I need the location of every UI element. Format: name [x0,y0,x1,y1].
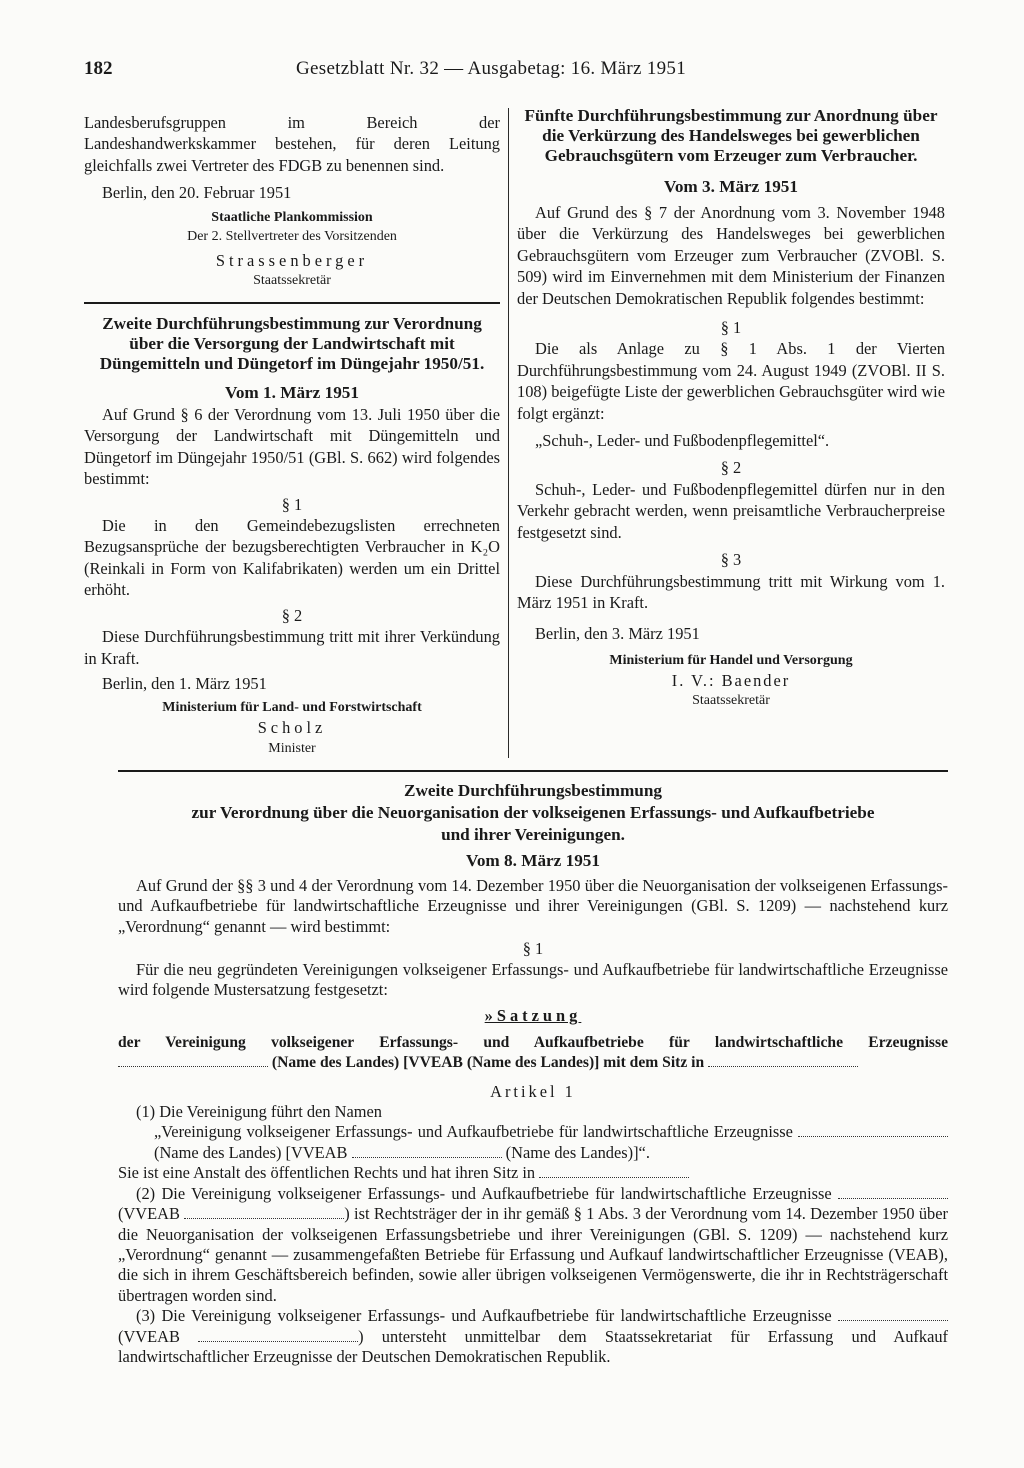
paragraph-1-quote: „Schuh-, Leder- und Fußbodenpflegemittel“. [535,431,830,451]
sentence-text: ) untersteht unmittelbar dem Staatssekretariat für Erfassung und Aufkauf landwirtschaftlicher Erzeugnisse der Deutschen Demokratischen Republik. [118,1326,948,1366]
article-1-para-1-quote [118,1122,948,1163]
satzung-line-2 [118,1053,948,1073]
signer-title: Minister [268,740,316,756]
intro-paragraph: Auf Grund der §§ 3 und 4 der Verordnung vom 14. Dezember 1950 über die Neuorganisation der volkseigenen Erfassungs- und Aufkaufbetriebe für landwirtschaftliche Erzeugnisse und ihrer Vereinigungen (GBl. S. 1209) — nachstehend kurz „Verordnung“ genannt — wird bestimmt: [118,876,948,936]
paragraph-1-heading: § 1 [522,939,544,959]
sentence-text: (VVEAB [118,1204,180,1224]
paragraph-1-heading: § 1 [281,494,303,514]
article-1-heading: Artikel 1 [490,1081,576,1101]
section-rule [84,302,500,304]
signer-title: Staatssekretär [692,693,770,709]
quote-text: (Name des Landes) [VVEAB [154,1142,348,1162]
signer-name: Strassenberger [215,250,369,270]
sentence-text: Sie ist eine Anstalt des öffentlichen Rechts und hat ihren Sitz in [118,1163,536,1183]
blank-field [539,1167,689,1178]
place-date: Berlin, den 20. Februar 1951 [102,183,292,203]
sentence-text: (2) Die Vereinigung volkseigener Erfassungs- und Aufkaufbetriebe für landwirtschaftliche Erzeugnisse [136,1183,832,1203]
section-title-line-3: und ihrer Vereinigungen. [441,825,625,844]
section-date: Vom 3. März 1951 [664,177,798,196]
blank-field [198,1331,358,1342]
gazette-title: Gesetzblatt Nr. 32 — Ausgabetag: 16. März 1951 [296,58,687,79]
ministry: Ministerium für Handel und Versorgung [609,652,853,668]
section-date: Vom 1. März 1951 [225,383,359,403]
ministry: Ministerium für Land- und Forstwirtschaft [162,700,422,716]
continued-text: Landesberufsgruppen im Bereich der Landeshandwerkskammer bestehen, für deren Leitung gleichfalls zwei Vertreter des FDGB zu benennen sind. [84,113,500,175]
blank-field [798,1126,948,1137]
article-1-para-1: (1) Die Vereinigung führt den Namen [136,1102,382,1122]
paragraph-1-text: Für die neu gegründeten Vereinigungen volkseigener Erfassungs- und Aufkaufbetriebe für landwirtschaftliche Erzeugnisse wird folgende Mustersatzung festgesetzt: [118,959,948,1000]
article-1-para-1b [118,1163,948,1183]
section-title: Zweite Durchführungsbestimmung zur Verordnung über die Versorgung der Landwirtschaft mit Düngemitteln und Düngetorf im Düngejahr 1950/51. [99,314,485,374]
sentence-text: ) ist Rechtsträger der in ihr gemäß § 1 Abs. 3 der Verordnung vom 14. Dezember 1950 über die Neuorganisation der volkseigenen Erfassungsbetriebe und ihrer Vereinigungen (GBl. S. 1209) — nachstehend kurz „Verordnung“ genannt — zusammengefaßten Betriebe für Erfassung und Aufkauf landwirtschaftlicher Erzeugnisse (VEAB), die sich in ihrem Geschäftsbereich befinden, sowie aller übrigen volkseigenen Vermögenswerte, die ihr in Rechtsträgerschaft übertragen worden sind. [118,1204,948,1305]
authority: Staatliche Plankommission [211,209,373,225]
deputy-line: Der 2. Stellvertreter des Vorsitzenden [187,228,397,244]
paragraph-2-heading: § 2 [720,458,742,478]
intro-paragraph: Auf Grund des § 7 der Anordnung vom 3. November 1948 über die Verkürzung des Handelsweges bei gewerblichen Gebrauchsgütern vom Erzeuger zum Verbraucher (ZVOBl. S. 509) wird im Einvernehmen mit dem Ministerium der Finanzen der Deutschen Demokratischen Republik folgendes bestimmt: [517,203,945,308]
section-title-line-2: zur Verordnung über die Neuorganisation der volkseigenen Erfassungs- und Aufkaufbetriebe [191,803,875,822]
paragraph-2-heading: § 2 [281,605,303,625]
paragraph-2-text: Schuh-, Leder- und Fußbodenpflegemittel dürfen nur in den Verkehr gebracht werden, wenn preisamtliche Verbraucherpreise festgesetzt sind. [517,479,945,542]
left-column [84,112,500,758]
paragraph-3-heading: § 3 [720,550,742,570]
intro-paragraph: Auf Grund § 6 der Verordnung vom 13. Juli 1950 über die Versorgung der Landwirtschaft mit Düngemitteln und Düngetorf im Düngejahr 1950/51 (GBl. S. 662) wird folgendes bestimmt: [84,405,500,489]
sentence-text: (VVEAB [118,1326,180,1346]
place-date: Berlin, den 3. März 1951 [535,624,700,644]
place-date: Berlin, den 1. März 1951 [102,673,267,693]
bottom-section [118,780,948,1367]
page-number: 182 [84,58,113,79]
satzung-title: »Satzung [484,1006,582,1026]
blank-field [118,1056,268,1067]
signer-title: Staatssekretär [253,273,331,289]
paragraph-1-text: Die als Anlage zu § 1 Abs. 1 der Vierten Durchführungsbestimmung vom 24. August 1949 (ZVOBl. II S. 108) beigefügte Liste der gewerblichen Gebrauchsgüter wird wie folgt ergänzt: [517,339,945,423]
blank-field [708,1056,858,1067]
signer-name: Scholz [257,718,327,738]
blank-field [184,1208,344,1219]
signer-name: I. V.: Baender [671,670,791,690]
quote-text: „Vereinigung volkseigener Erfassungs- und Aufkaufbetriebe für landwirtschaftliche Erzeugnisse [154,1122,793,1142]
satzung-line-2-text: (Name des Landes) [VVEAB (Name des Landes)] mit dem Sitz in [271,1054,705,1072]
section-title: Fünfte Durchführungsbestimmung zur Anordnung über die Verkürzung des Handelsweges bei gewerblichen Gebrauchsgütern vom Erzeuger zum Verbraucher. [524,106,938,165]
blank-field [838,1188,948,1199]
blank-field [838,1310,948,1321]
sentence-text: (3) Die Vereinigung volkseigener Erfassungs- und Aufkaufbetriebe für landwirtschaftliche Erzeugnisse [136,1306,832,1326]
section-title-line-1: Zweite Durchführungsbestimmung [404,781,662,800]
satzung-line-1: der Vereinigung volkseigener Erfassungs- und Aufkaufbetriebe für landwirtschaftliche Erzeugnisse [118,1033,948,1051]
column-divider [508,108,509,758]
paragraph-1-text: Die in den Gemeindebezugslisten errechneten Bezugsansprüche der bezugsberechtigten Verbraucher in K₂O (Reinkali in Form von Kalifabrikaten) werden um ein Drittel erhöht. [84,516,500,600]
section-date: Vom 8. März 1951 [466,851,600,870]
paragraph-3-text: Diese Durchführungsbestimmung tritt mit Wirkung vom 1. März 1951 in Kraft. [517,571,945,612]
paragraph-2-text: Diese Durchführungsbestimmung tritt mit ihrer Verkündung in Kraft. [84,627,500,668]
section-rule [118,770,948,772]
page-header [84,58,952,88]
paragraph-1-heading: § 1 [720,318,742,338]
blank-field [352,1147,502,1158]
right-column [517,106,945,710]
article-1-para-2 [118,1184,948,1306]
quote-text: (Name des Landes)]“. [505,1142,650,1162]
article-1-para-3 [118,1306,948,1367]
